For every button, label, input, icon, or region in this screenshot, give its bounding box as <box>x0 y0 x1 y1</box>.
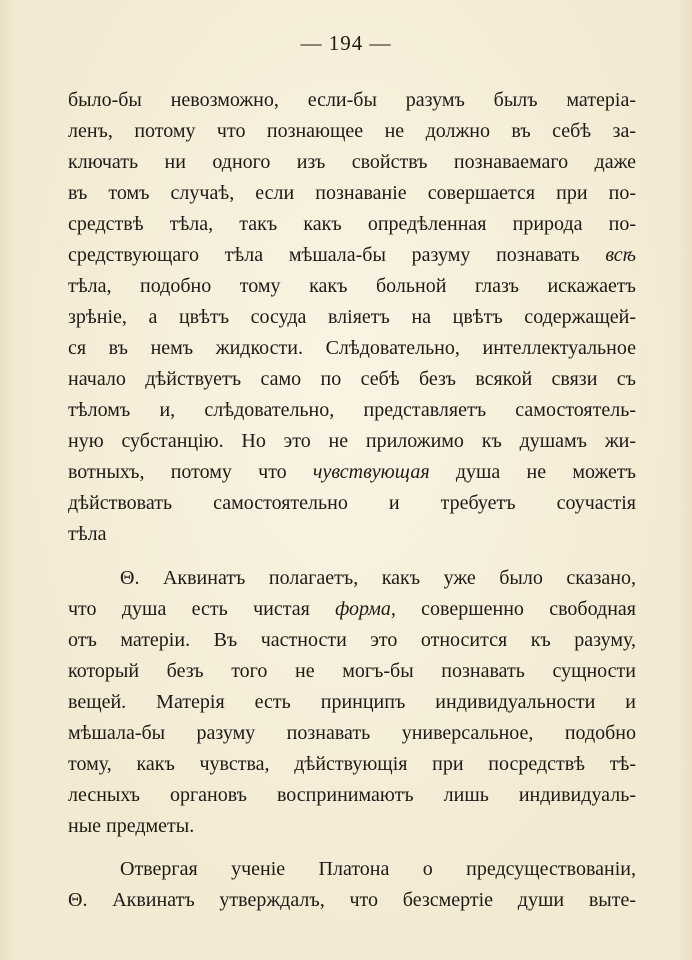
text-line: Θ. Аквинатъ утверждалъ, что безсмертіе души выте- <box>68 889 636 911</box>
text-line: ся въ немъ жидкости. Слѣдовательно, интеллектуальное <box>68 337 636 359</box>
text-line: средствующаго тѣла мѣшала-бы разуму познавать всѣ <box>68 244 636 266</box>
text-line: тѣла, подобно тому какъ больной глазъ искажаетъ <box>68 275 636 297</box>
text-line: ленъ, потому что познающее не должно въ себѣ за- <box>68 120 636 142</box>
text-line: который безъ того не могъ-бы познавать сущности <box>68 660 636 682</box>
text-line: Отвергая ученіе Платона о предсуществованіи, <box>120 858 636 880</box>
text-line: что душа есть чистая форма, совершенно свободная <box>68 598 636 620</box>
text-line: лесныхъ органовъ воспринимаютъ лишь индивидуаль- <box>68 784 636 806</box>
text-line: ные предметы. <box>68 815 195 837</box>
text-line: ключать ни одного изъ свойствъ познаваемаго даже <box>68 151 636 173</box>
text-line: тѣломъ и, слѣдовательно, представляетъ самостоятель- <box>68 399 636 421</box>
text-line: Θ. Аквинатъ полагаетъ, какъ уже было сказано, <box>120 567 636 589</box>
page-number: — 194 — <box>300 31 392 55</box>
text-line: тѣла <box>68 523 107 545</box>
text-line: средствѣ тѣла, такъ какъ опредѣленная природа по- <box>68 213 636 235</box>
text-line: ную субстанцію. Но это не приложимо къ душамъ жи- <box>68 430 636 452</box>
text-line: было-бы невозможно, если-бы разумъ былъ матеріа- <box>68 89 636 111</box>
text-line: тому, какъ чувства, дѣйствующія при посредствѣ тѣ- <box>68 753 636 775</box>
text-line: вотныхъ, потому что чувствующая душа не можетъ <box>68 461 636 483</box>
text-line: начало дѣйствуетъ само по себѣ безъ всякой связи съ <box>68 368 636 390</box>
text-line: дѣйствовать самостоятельно и требуетъ соучастія <box>68 492 636 514</box>
text-line: вещей. Матерія есть принципъ индивидуальности и <box>68 691 636 713</box>
text-line: отъ матеріи. Въ частности это относится къ разуму, <box>68 629 636 651</box>
text-line: мѣшала-бы разуму познавать универсальное, подобно <box>68 722 636 744</box>
text-line: зрѣніе, а цвѣтъ сосуда вліяетъ на цвѣтъ содержащей- <box>68 306 636 328</box>
text-line: въ томъ случаѣ, если познаваніе совершается при по- <box>68 182 636 204</box>
